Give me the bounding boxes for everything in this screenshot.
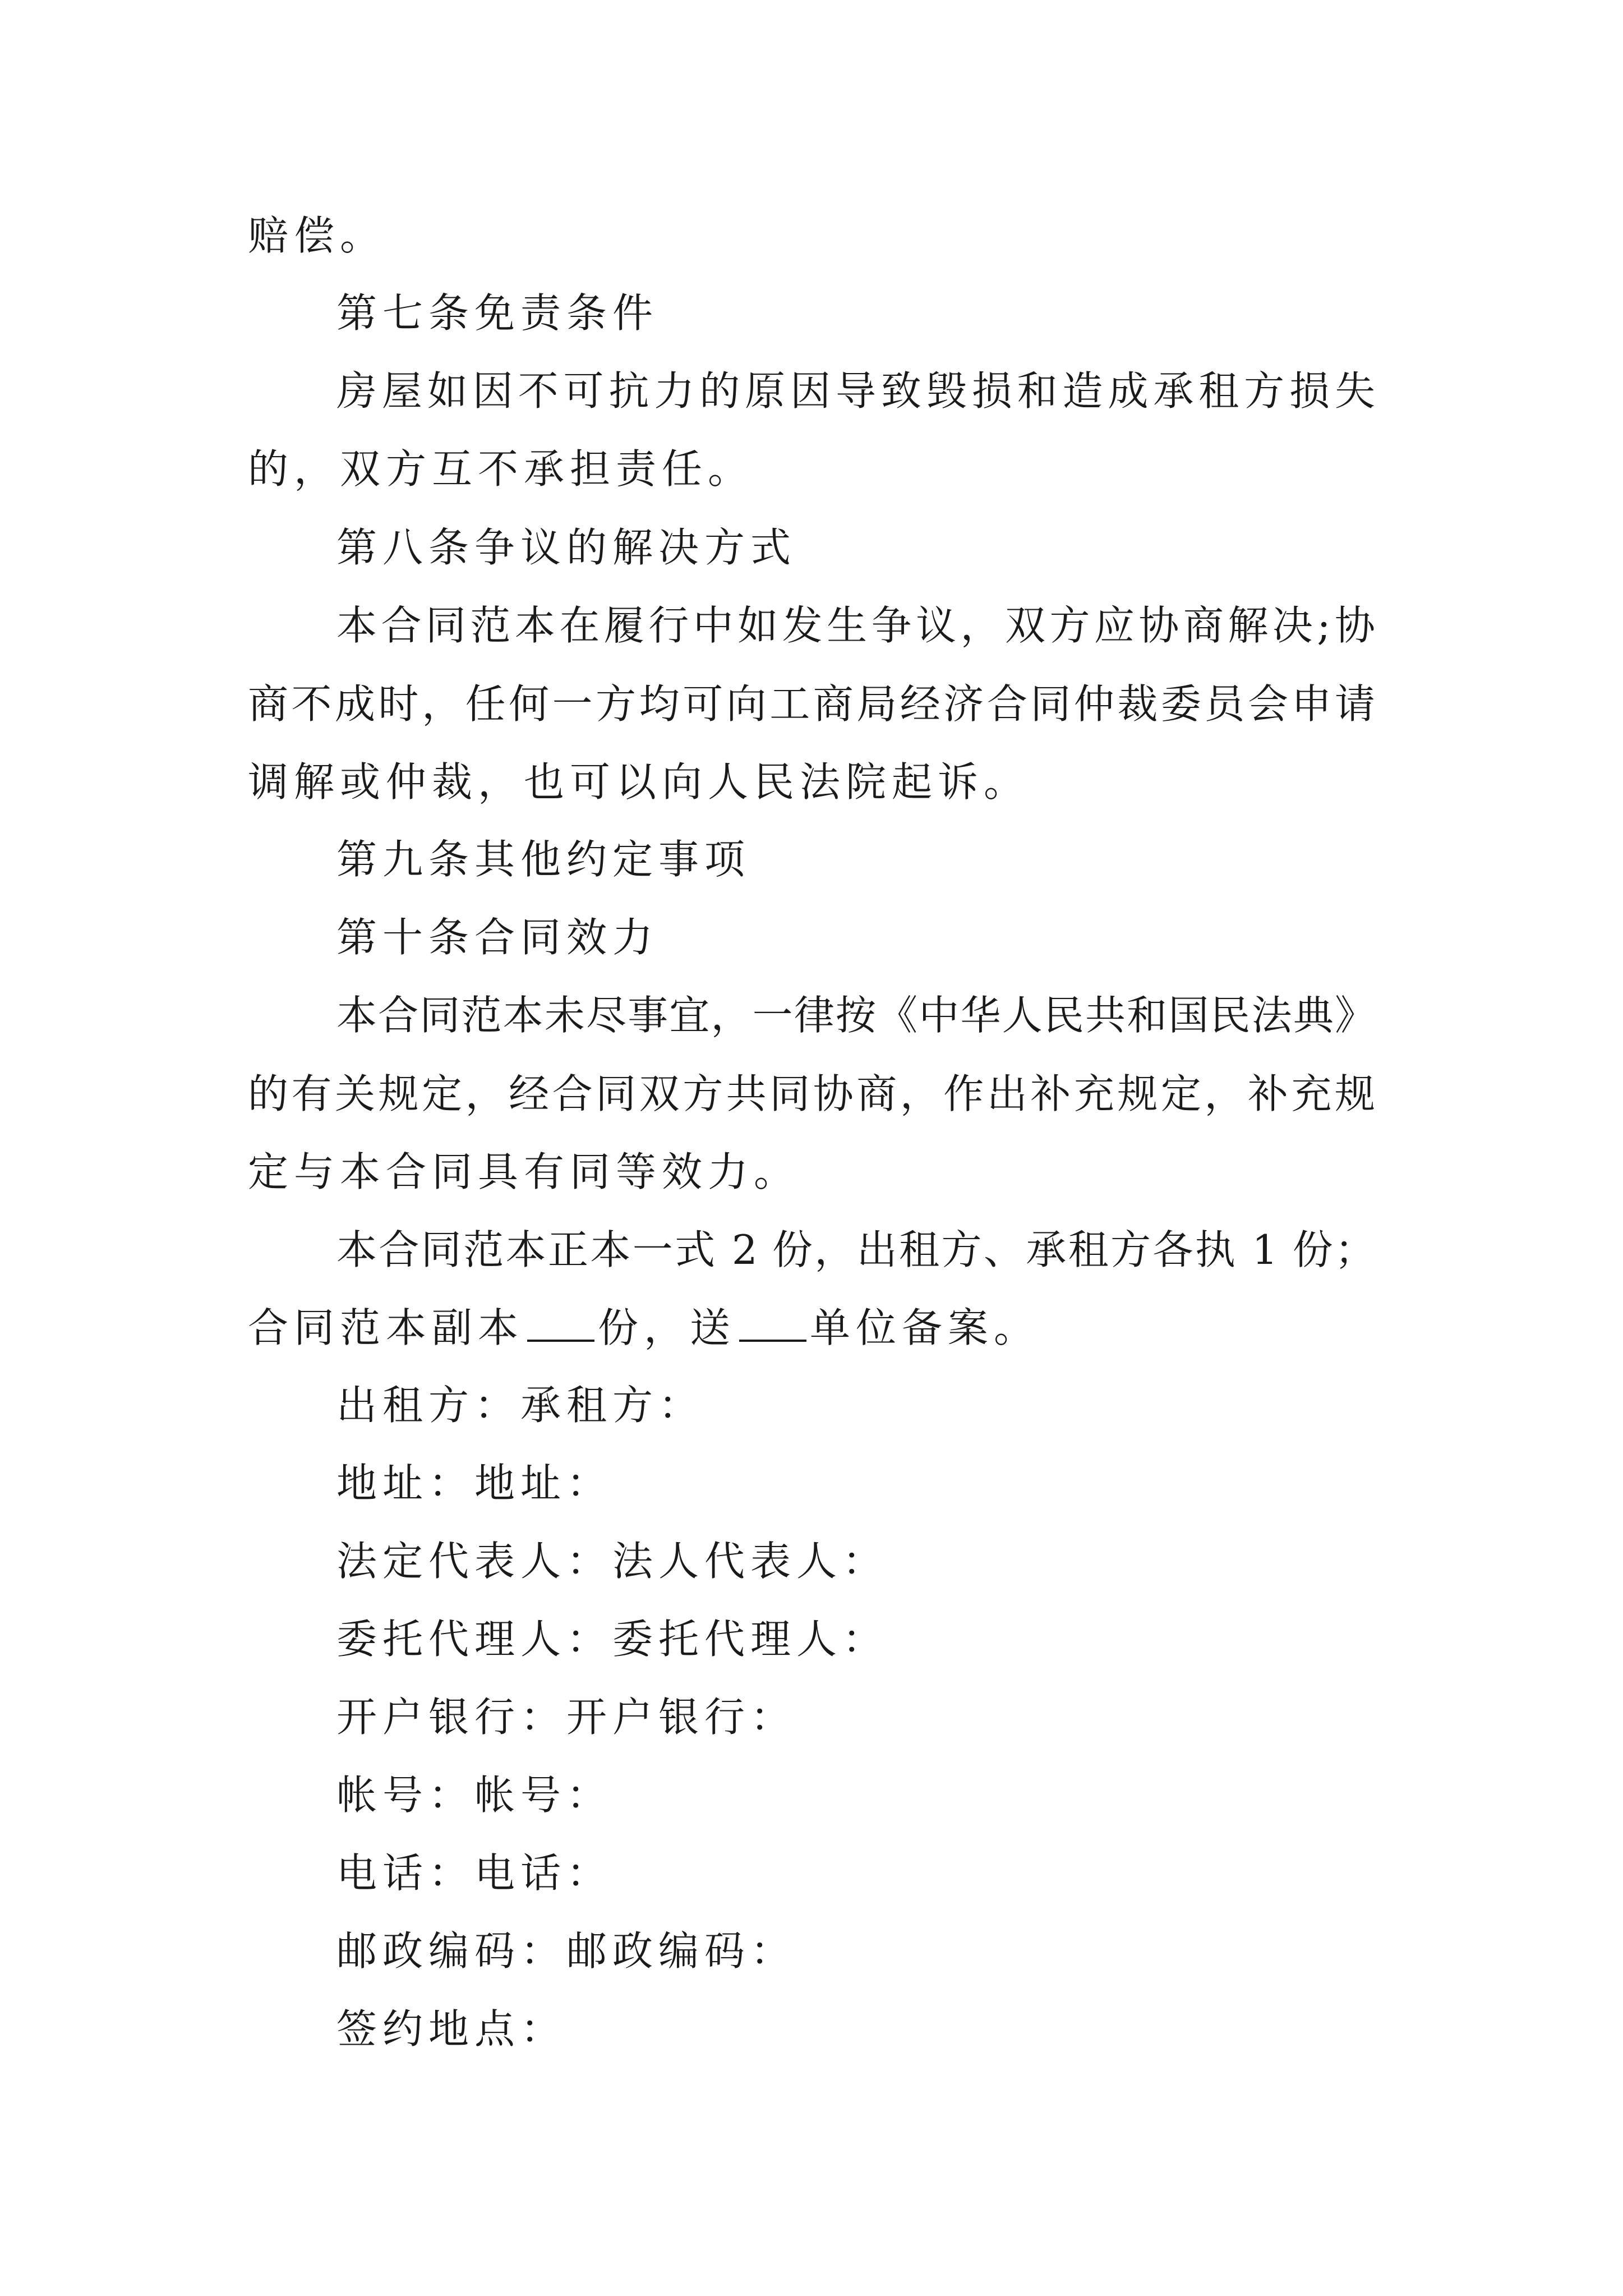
blank-underline	[739, 1300, 806, 1342]
text-line: 房屋如因不可抗力的原因导致毁损和造成承租方损失	[336, 367, 1375, 415]
signature-field: 帐号：帐号：	[336, 1772, 613, 1819]
text-line: 定与本合同具有同等效力。	[248, 1148, 800, 1195]
section-heading-10: 第十条合同效力	[336, 914, 659, 961]
text-line: 赔偿。	[248, 212, 386, 259]
signature-field: 开户银行：开户银行：	[336, 1694, 797, 1741]
copies-text-b: 份，送	[598, 1304, 736, 1351]
text-line: 本合同范本在履行中如发生争议，双方应协商解决;协	[336, 602, 1375, 649]
section-heading-7: 第七条免责条件	[336, 289, 659, 337]
signature-field: 电话：电话：	[336, 1849, 613, 1897]
text-line: 本合同范本正本一式 2 份，出租方、承租方各执 1 份；	[336, 1226, 1375, 1273]
signature-field: 邮政编码：邮政编码：	[336, 1927, 797, 1975]
text-line: 的有关规定，经合同双方共同协商，作出补充规定，补充规	[248, 1070, 1375, 1117]
text-line: 商不成时，任何一方均可向工商局经济合同仲裁委员会申请	[248, 680, 1375, 728]
blank-underline	[527, 1300, 594, 1342]
text-line: 的，双方互不承担责任。	[248, 445, 754, 493]
section-heading-9: 第九条其他约定事项	[336, 836, 751, 883]
copies-text-c: 单位备案。	[810, 1304, 1040, 1351]
copies-text-a: 合同范本副本	[248, 1304, 524, 1351]
signature-field: 法定代表人：法人代表人：	[336, 1538, 889, 1585]
copies-line	[248, 1300, 1040, 1356]
section-heading-8: 第八条争议的解决方式	[336, 524, 797, 571]
signature-field: 出租方：承租方：	[336, 1382, 705, 1429]
text-line: 本合同范本未尽事宜，一律按《中华人民共和国民法典》	[336, 992, 1375, 1039]
signature-field: 签约地点：	[336, 2005, 567, 2053]
text-line: 调解或仲裁，也可以向人民法院起诉。	[248, 758, 1030, 806]
signature-field: 地址：地址：	[336, 1460, 613, 1507]
signature-field: 委托代理人：委托代理人：	[336, 1616, 889, 1663]
